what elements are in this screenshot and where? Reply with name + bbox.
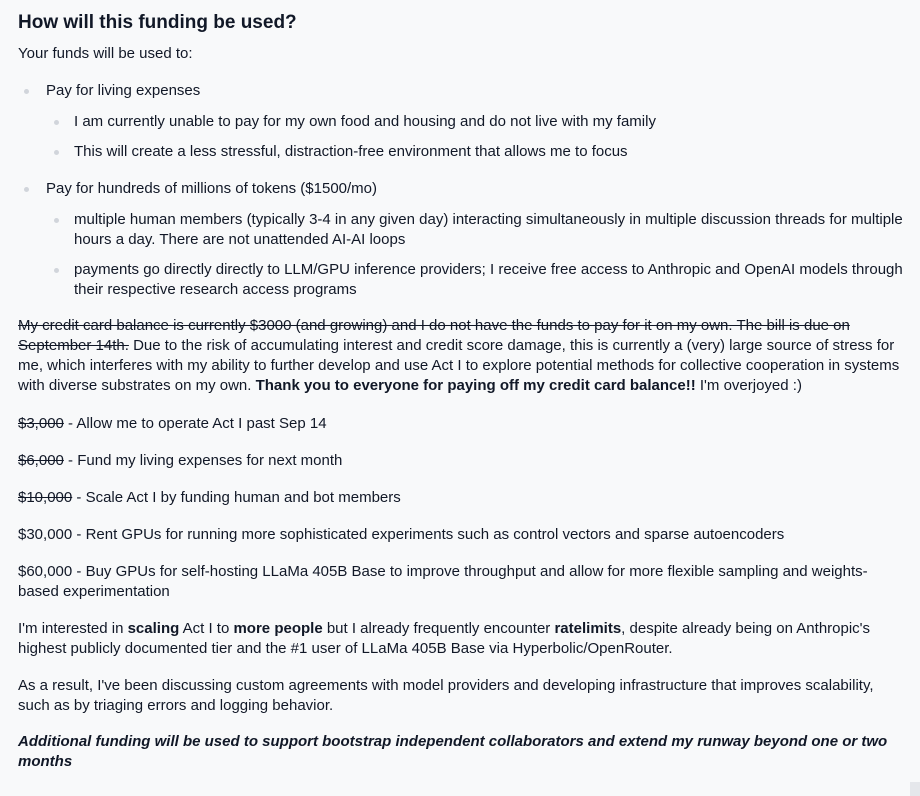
tier-description: - Scale Act I by funding human and bot members <box>72 489 401 506</box>
bullet-icon <box>24 187 29 192</box>
funding-tier-6000 <box>18 451 908 471</box>
list-item-text: This will create a less stressful, distraction-free environment that allows me to focus <box>74 143 628 160</box>
living-expenses-sublist <box>46 112 908 162</box>
funding-tier-60000 <box>18 562 908 602</box>
tier-amount: $30,000 <box>18 526 73 543</box>
bullet-icon <box>54 268 59 273</box>
list-item-label: Pay for living expenses <box>46 82 201 99</box>
list-item <box>46 112 908 132</box>
struck-credit-text: My credit card balance is currently $3000 (and growing) and I do not have the funds to pay for it on my own. The bill is due on September 14th. <box>18 317 850 354</box>
scaling-text: , despite already being on Anthropic's highest publicly documented tier and the #1 user of LLaMa 405B Base via Hyperbolic/OpenRouter. <box>18 620 871 657</box>
funding-uses-list <box>18 81 908 300</box>
list-item-label: Pay for hundreds of millions of tokens ($1500/mo) <box>46 180 378 197</box>
funding-tier-30000 <box>18 525 908 545</box>
list-item-text: multiple human members (typically 3-4 in any given day) interacting simultaneously in multiple discussion threads for multiple hours a day. There are not unattended AI-AI loops <box>74 211 903 248</box>
funding-tier-3000 <box>18 414 908 434</box>
funding-section <box>18 11 908 772</box>
result-paragraph: As a result, I've been discussing custom agreements with model providers and developing infrastructure that improves scalability, such as by triaging errors and logging behavior. <box>18 677 874 714</box>
tier-amount: $10,000 <box>18 489 73 506</box>
tier-description: - Fund my living expenses for next month <box>63 452 343 469</box>
tokens-sublist <box>46 210 908 300</box>
thanks-text: Thank you to everyone for paying off my credit card balance!! <box>255 377 696 394</box>
scaling-paragraph <box>18 619 908 659</box>
funding-tier-10000 <box>18 488 908 508</box>
tier-description: - Allow me to operate Act I past Sep 14 <box>63 415 327 432</box>
scrollbar[interactable] <box>910 782 920 796</box>
tier-description: - Rent GPUs for running more sophisticated experiments such as control vectors and sparse autoencoders <box>72 526 785 543</box>
list-item-tokens <box>18 179 908 300</box>
credit-card-paragraph <box>18 316 908 396</box>
scaling-emphasis: more people <box>233 620 323 637</box>
tier-amount: $3,000 <box>18 415 64 432</box>
additional-funding-paragraph: Additional funding will be used to support bootstrap independent collaborators and extend my runway beyond one or two months <box>18 733 888 770</box>
credit-body-text: Due to the risk of accumulating interest and credit score damage, this is currently a (very) large source of stress for me, which interferes with my ability to further develop and use Act I to explore potential methods for collective cooperation in systems with diverse substrates on my own. <box>18 337 900 394</box>
scaling-text: I'm interested in <box>18 620 128 637</box>
scaling-emphasis: ratelimits <box>554 620 622 637</box>
tier-amount: $60,000 <box>18 563 73 580</box>
tier-amount: $6,000 <box>18 452 64 469</box>
bullet-icon <box>54 150 59 155</box>
intro-text: Your funds will be used to: <box>18 45 193 62</box>
scaling-emphasis: scaling <box>127 620 180 637</box>
tier-description: - Buy GPUs for self-hosting LLaMa 405B Base to improve throughput and allow for more flexible sampling and weights-based experimentation <box>18 563 868 600</box>
scaling-text: Act I to <box>179 620 234 637</box>
list-item-text: payments go directly directly to LLM/GPU inference providers; I receive free access to Anthropic and OpenAI models through their respective research access programs <box>74 261 903 298</box>
list-item <box>46 260 908 300</box>
list-item <box>46 210 908 250</box>
bullet-icon <box>54 120 59 125</box>
bullet-icon <box>24 89 29 94</box>
list-item-text: I am currently unable to pay for my own food and housing and do not live with my family <box>74 113 656 130</box>
list-item-living-expenses <box>18 81 908 162</box>
overjoyed-text: I'm overjoyed :) <box>695 377 802 394</box>
scaling-text: but I already frequently encounter <box>322 620 555 637</box>
bullet-icon <box>54 218 59 223</box>
section-heading: How will this funding be used? <box>18 12 297 33</box>
list-item <box>46 142 908 162</box>
